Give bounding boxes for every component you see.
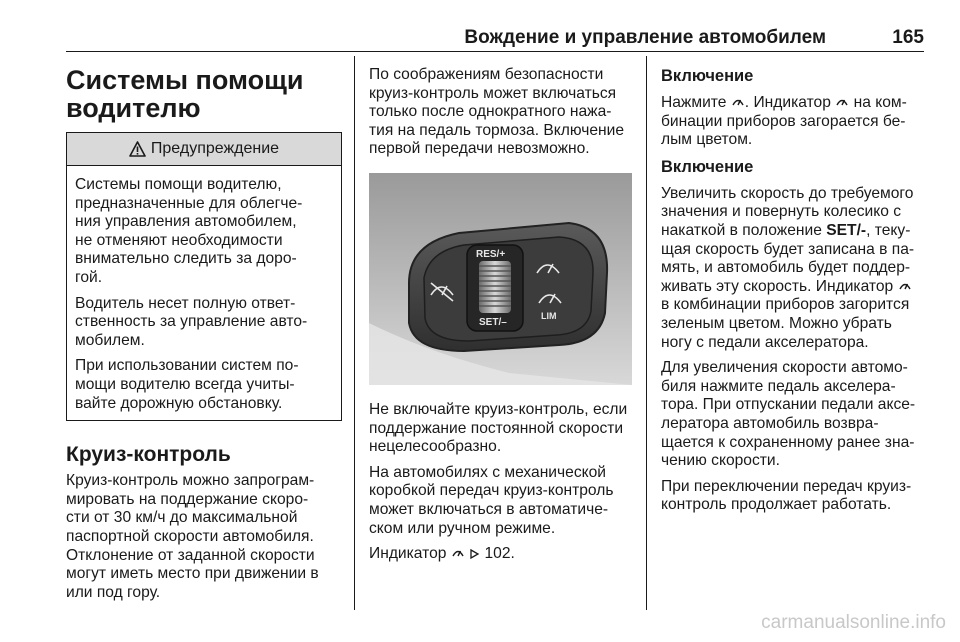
column-divider-1 (354, 56, 355, 610)
warning-label: Предупреждение (150, 140, 280, 157)
cruise-control-heading: Круиз-контроль (66, 443, 231, 467)
manual-gearbox-paragraph: На автомобилях с механической коробкой передач круиз-контроль может включаться в автоматиче- ском или ручном режиме. (369, 463, 614, 537)
column-2 (369, 66, 632, 571)
res-label: RES/+ (476, 248, 506, 260)
cruise-button-icon (731, 95, 745, 109)
page-number: 165 (892, 27, 924, 48)
switch-on-heading-1: Включение (661, 67, 754, 85)
cruise-control-switch-figure (369, 173, 632, 385)
switch-on-heading-2: Включение (661, 157, 754, 176)
gear-change-paragraph: При переключении передач круиз- контроль продолжает работать. (661, 477, 912, 514)
section-title: Системы помощи водителю (66, 65, 304, 123)
watermark: carmanualsonline.info (761, 612, 946, 633)
set-position-label: SET/- (826, 221, 867, 239)
page-reference-icon (469, 548, 480, 560)
lim-label: LIM (541, 310, 557, 321)
switch-on-paragraph-2: Увеличить скорость до требуемого значения и повернуть колесико с накаткой в положение SET/-, теку- щая скорость будет записана в па- мять, и автомобиль будет поддер- живать эту скорость. Индикатор в комбинации приборов загорится зеленым цветом. Можно убрать ногу с педали акселератора. (661, 184, 915, 351)
warning-paragraph-2: Водитель несет полную ответ- ственность за управление авто- мобилем. (75, 294, 308, 349)
acceleration-paragraph: Для увеличения скорости автомо- биля нажмите педаль акселера- тора. При отпускании педали аксе- лератора автомобиль возвра- щается к сохраненному ранее зна- чению скорости. (661, 359, 916, 470)
column-divider-2 (646, 56, 647, 610)
page-header (66, 0, 924, 48)
column-1 (66, 66, 342, 609)
safety-paragraph: По соображениям безопасности круиз-контроль может включаться только после однократного нажа- тия на педаль тормоза. Включение первой передачи невозможно. (369, 66, 625, 158)
warning-icon (129, 141, 146, 157)
header-rule (66, 51, 924, 52)
switch-on-paragraph-1: Нажмите . Индикатор на ком- бинации приборов загорается бе- лым цветом. (661, 94, 907, 149)
warning-paragraph-1: Системы помощи водителю, предназначенные для облегче- ния управления автомобилем, не отменяют необходимости внимательно следить за доро- гой. (75, 176, 303, 286)
cruise-control-paragraph: Круиз-контроль можно запрограм- мировать на поддержание скоро- сти от 30 км/ч до максимальной паспортной скорости автомобиля. Отклонение от заданной скорости могут иметь место при движении в или под гору. (66, 472, 319, 601)
warning-header (67, 133, 341, 166)
cruise-indicator-icon (451, 546, 465, 560)
warning-paragraph-3: При использовании систем по- мощи водителю всегда учиты- вайте дорожную обстановку. (75, 357, 299, 412)
header-title: Вождение и управление автомобилем (464, 27, 826, 48)
column-3 (661, 66, 926, 522)
cruise-indicator-icon (835, 95, 849, 109)
set-label: SET/– (479, 316, 507, 328)
advice-paragraph: Не включайте круиз-контроль, если поддержание постоянной скорости нецелесообразно. (369, 400, 628, 456)
warning-body (67, 166, 341, 413)
warning-box (66, 132, 342, 421)
cruise-indicator-icon (898, 279, 912, 293)
indicator-reference: Индикатор 102. (369, 545, 515, 563)
